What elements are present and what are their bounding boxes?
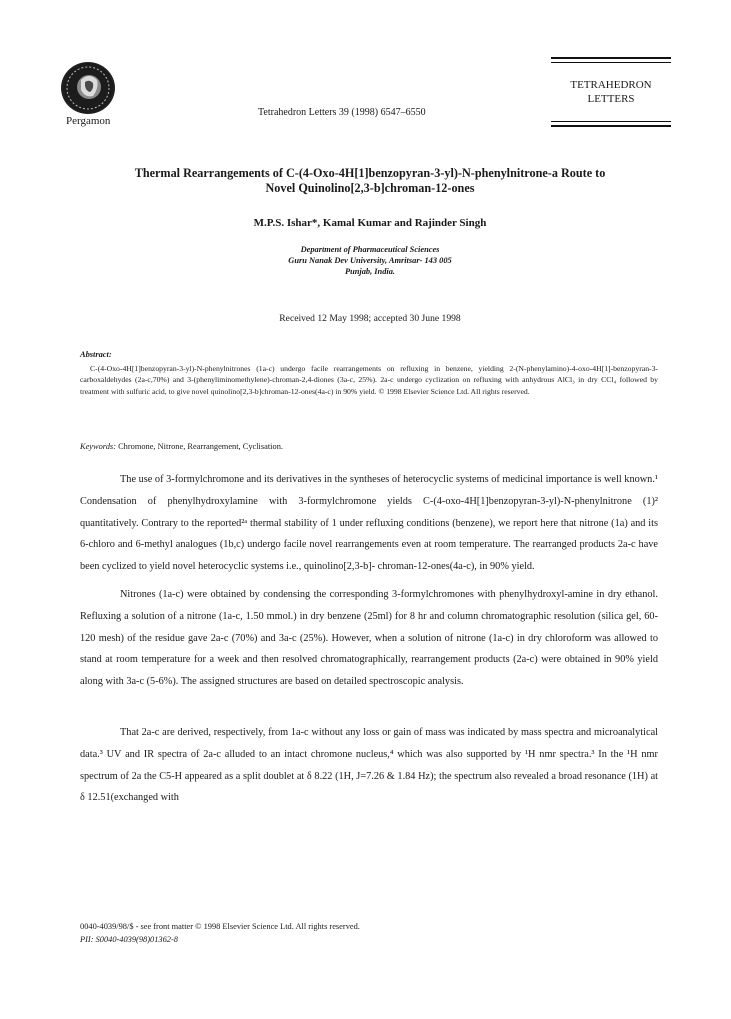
affiliation-location: Punjab, India. [344, 267, 396, 276]
top-rule [551, 57, 671, 59]
body-paragraph-2 [80, 584, 658, 693]
paragraph-2-text: Nitrones (1a-c) were obtained by condensing the corresponding 3-formylchromones with phenylhydroxyl-amine in dry ethanol. Refluxing a solution of a nitrone (1a-c, 1.50 mmol.) in dry benzene (25ml) for 8 hr and column chromatographic resolution (silica gel, 60-120 mesh) of the residue gave 2a-c (70%) and 3a-c (25%). However, when a solution of nitrone (1a-c) in dry chloroform was allowed to stand at room temperature for a week and then resolved chromatographically, rearrangement products (2a-c) were obtained in 90% yield along with 3a-c (5-6%). The assigned structures are based on detailed spectroscopic analysis. [80, 589, 658, 688]
abstract-text: C-(4-Oxo-4H[1]benzopyran-3-yl)-N-phenylnitrones (1a-c) undergo facile rearrangements on refluxing in benzene, yielding 2-(N-phenylamino)-4-oxo-4H[1]-benzopyran-3-carboxaldehydes (2a-c,70%) and 3-(phenyliminomethylene)-chroman-2,4-diones (3a-c, 25%). 2a-c undergo cyclization on refluxing with anhydrous AlCl₃ in dry CCl₄ followed by treatment with sulfuric acid, to give novel quinolino[2,3-b]chroman-12-ones(4a-c) in 90% yield. © 1998 Elsevier Science Ltd. All rights reserved. [80, 364, 658, 396]
copyright-footer [80, 920, 580, 946]
affiliation-university: Guru Nanak Dev University, Amritsar- 143 005 [288, 256, 452, 265]
keywords [80, 442, 658, 451]
journal-name-line2: LETTERS [587, 93, 635, 105]
body-paragraph-3 [80, 722, 658, 809]
affiliation [80, 244, 660, 277]
footer-copyright: 0040-4039/98/$ - see front matter © 1998 Elsevier Science Ltd. All rights reserved. [80, 922, 360, 931]
top-rule-thin [551, 62, 671, 63]
received-dates: Received 12 May 1998; accepted 30 June 1998 [279, 313, 461, 324]
title-line-1: Thermal Rearrangements of C-(4-Oxo-4H[1]benzopyran-3-yl)-N-phenylnitrone-a Route to [134, 166, 606, 180]
bottom-rule-thin [551, 121, 671, 122]
journal-reference: Tetrahedron Letters 39 (1998) 6547–6550 [258, 107, 426, 118]
bottom-rule [551, 125, 671, 127]
journal-name [551, 78, 671, 106]
body-paragraph-1 [80, 469, 658, 578]
abstract [80, 363, 658, 397]
abstract-heading: Abstract: [80, 350, 112, 359]
publisher-name: Pergamon [66, 115, 111, 127]
authors: M.P.S. Ishar*, Kamal Kumar and Rajinder Singh [253, 217, 487, 229]
journal-name-line1: TETRAHEDRON [570, 79, 652, 91]
affiliation-department: Department of Pharmaceutical Sciences [300, 245, 440, 254]
keywords-text: Chromone, Nitrone, Rearrangement, Cyclisation. [118, 442, 283, 451]
title-line-2: Novel Quinolino[2,3-b]chroman-12-ones [265, 181, 475, 195]
paragraph-1-text: The use of 3-formylchromone and its derivatives in the syntheses of heterocyclic systems of medicinal importance is well known.¹ Condensation of phenylhydroxylamine with 3-formylchromone yields C-(4-oxo-4H[1]benzopyran-3-yl)-N-phenylnitrone (1)² quantitatively. Contrary to the reported²ᵃ thermal stability of 1 under refluxing conditions (benzene), we report here that nitrone (1a) and its 6-chloro and 6-methyl analogues (1b,c) undergo facile novel rearrangements even at room temperature. The rearranged products 2a-c have been cyclized to yield novel heterocyclic systems i.e., quinolino[2,3-b]- chroman-12-ones(4a-c), in 90% yield. [80, 474, 658, 573]
publisher-logo [61, 62, 115, 114]
keywords-label: Keywords: [80, 442, 116, 451]
paragraph-3-text: That 2a-c are derived, respectively, from 1a-c without any loss or gain of mass was indicated by mass spectra and microanalytical data.³ UV and IR spectra of 2a-c alluded to an intact chromone nucleus,⁴ which was also supported by ¹H nmr spectra.³ In the ¹H nmr spectrum of 2a the C5-H appeared as a split doublet at δ 8.22 (1H, J=7.26 & 1.84 Hz); the spectrum also revealed a broad resonance (1H) at δ 12.51(exchanged with [80, 727, 658, 804]
footer-pii: PII: S0040-4039(98)01362-8 [80, 935, 178, 944]
pergamon-emblem-icon [61, 62, 115, 114]
article-title [80, 166, 660, 196]
